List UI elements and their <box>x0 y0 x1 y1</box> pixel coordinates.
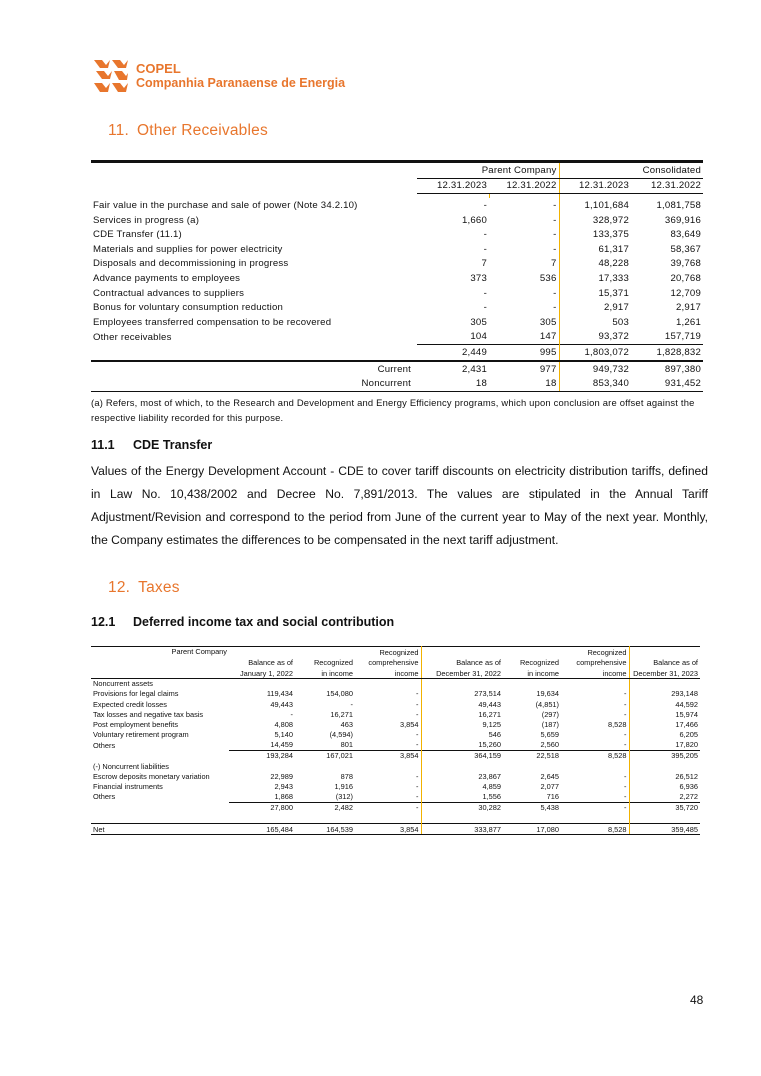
row-value: 17,820 <box>675 740 698 750</box>
row-value: 19,634 <box>536 689 559 699</box>
row-value: 49,443 <box>478 699 501 709</box>
row-value: 6,936 <box>679 782 698 792</box>
row-value: - <box>483 243 487 255</box>
row-value: - <box>355 709 421 719</box>
row-value: 5,140 <box>274 730 293 740</box>
row-label: Others <box>93 792 116 802</box>
row-value: 17,466 <box>675 719 698 729</box>
row-value: 801 <box>340 740 353 750</box>
row-value: 7 <box>481 258 487 270</box>
row-label: Disposals and decommissioning in progress <box>93 258 289 270</box>
row-value: 48,228 <box>598 258 629 270</box>
row-value: 2,943 <box>274 782 293 792</box>
section-number: 11. <box>108 122 129 139</box>
row-value: 26,512 <box>675 771 698 781</box>
table-row <box>91 689 700 699</box>
row-value: 273,514 <box>474 689 501 699</box>
section-title: Other Receivables <box>137 122 268 139</box>
logo-name: COPEL <box>136 61 181 76</box>
row-value: 119,434 <box>266 689 293 699</box>
noncurrent-liabilities-label-row: (-) Noncurrent liabilities <box>91 761 700 771</box>
row-value: 83,649 <box>670 229 701 241</box>
row-value: 2,272 <box>679 792 698 802</box>
date-header: 12.31.2022 <box>631 178 703 194</box>
row-value: 373 <box>470 272 487 284</box>
logo-subtitle: Companhia Paranaense de Energia <box>136 76 346 90</box>
table-row <box>91 213 703 228</box>
row-label: Advance payments to employees <box>93 272 241 284</box>
row-value: - <box>489 227 559 242</box>
table-row <box>91 699 700 709</box>
row-value: 15,974 <box>675 709 698 719</box>
row-value: 1,101,684 <box>584 199 629 211</box>
table-row <box>91 730 700 740</box>
section-11-heading <box>108 122 268 140</box>
row-value: 1,660 <box>461 214 487 226</box>
row-value: 305 <box>470 316 487 328</box>
row-label: Post employment benefits <box>93 719 179 729</box>
row-label: Others <box>93 740 116 750</box>
row-value: - <box>561 689 629 699</box>
header-row-1: Parent Company Recognized Recognized <box>91 647 700 658</box>
table-row <box>91 242 703 257</box>
header-row-2: Balance as of Recognized comprehensive Balance as of Recognized comprehensive Balance as of <box>248 658 698 668</box>
row-value: 147 <box>489 330 559 345</box>
row-value: 49,443 <box>270 699 293 709</box>
row-value: 1,261 <box>675 316 701 328</box>
row-label: CDE Transfer (11.1) <box>93 229 182 241</box>
row-value: 1,081,758 <box>656 199 701 211</box>
row-value: 328,972 <box>592 214 629 226</box>
table-row <box>91 257 703 272</box>
row-value: - <box>355 699 421 709</box>
parent-company-header: Parent Company <box>417 162 559 179</box>
row-value: - <box>355 792 421 803</box>
row-value: 14,459 <box>270 740 293 750</box>
table-row <box>91 227 703 242</box>
row-value: 9,125 <box>482 719 501 729</box>
table-row <box>91 286 703 301</box>
table-date-row <box>91 178 703 194</box>
row-label: Fair value in the purchase and sale of power (Note 34.2.10) <box>93 199 358 211</box>
row-value: (187) <box>541 719 559 729</box>
row-value: 16,271 <box>330 709 353 719</box>
other-receivables-table <box>91 160 703 392</box>
row-value: 1,556 <box>482 792 501 802</box>
table-corner-label: Parent Company <box>91 647 229 658</box>
row-label: Tax losses and negative tax basis <box>93 709 204 719</box>
date-header: 12.31.2023 <box>559 178 631 194</box>
row-value: 15,260 <box>478 740 501 750</box>
row-value: - <box>483 199 487 211</box>
header-row-3: January 1, 2022 in income income December 31, 2022 in income income December 31, 2023 <box>91 667 700 678</box>
row-value: 2,077 <box>540 782 559 792</box>
row-label: Bonus for voluntary consumption reduction <box>93 302 284 314</box>
row-value: - <box>561 740 629 751</box>
table-row <box>91 198 703 213</box>
row-value: (4,594) <box>329 730 353 740</box>
table-row <box>91 719 700 729</box>
row-value: - <box>483 287 487 299</box>
row-value: 16,271 <box>478 709 501 719</box>
row-value: - <box>355 771 421 781</box>
row-value: 22,989 <box>270 771 293 781</box>
row-value: - <box>561 792 629 803</box>
date-header: 12.31.2022 <box>489 178 559 194</box>
row-value: - <box>561 730 629 740</box>
row-value: 4,859 <box>482 782 501 792</box>
assets-total-row: 193,284 167,021 3,854 364,159 22,518 8,528 395,205 <box>91 750 700 761</box>
row-value: - <box>350 699 353 709</box>
row-value: 39,768 <box>670 258 701 270</box>
row-value: (312) <box>335 792 353 802</box>
row-label: Services in progress (a) <box>93 214 200 226</box>
row-value: 716 <box>546 792 559 802</box>
row-value: 7 <box>489 257 559 272</box>
noncurrent-assets-label-row: Noncurrent assets <box>91 678 700 689</box>
row-value: 305 <box>489 315 559 330</box>
row-value: - <box>483 302 487 314</box>
row-label: Other receivables <box>93 331 172 343</box>
row-label: Employees transferred compensation to be recovered <box>93 316 332 328</box>
section-11-1-heading: 11.1 CDE Transfer <box>91 438 213 452</box>
net-row: Net 165,484 164,539 3,854 333,877 17,080 8,528 359,485 <box>93 824 698 834</box>
row-value: 154,080 <box>326 689 353 699</box>
row-label: Provisions for legal claims <box>93 689 179 699</box>
table-row <box>91 781 700 791</box>
row-value: 23,867 <box>478 771 501 781</box>
cde-transfer-paragraph: Values of the Energy Development Account - CDE to cover tariff discounts on electricity distribution tariffs, defined in Law No. 10,438/2002 and Decree No. 7,891/2013. The values are stipulated in the Annual Tariff Adjustment/Revision and correspond to the period from June of the current year to May of the next year. Monthly, the Company estimates the differences to be compensated in the next tariff adjustment. <box>91 464 708 547</box>
liabilities-total-row: 27,800 2,482 - 30,282 5,438 - 35,720 <box>91 802 700 813</box>
row-value: - <box>489 242 559 257</box>
row-value: 4,808 <box>274 719 293 729</box>
row-value: - <box>489 286 559 301</box>
row-value: 3,854 <box>355 719 421 729</box>
table-row <box>91 740 700 751</box>
row-value: (4,851) <box>535 699 559 709</box>
page-number: 48 <box>690 993 704 1007</box>
total-row: 2,449 995 1,803,072 1,828,832 <box>91 345 703 361</box>
noncurrent-row: Noncurrent 18 18 853,340 931,452 <box>91 376 703 391</box>
row-label: Escrow deposits monetary variation <box>93 771 210 781</box>
row-value: - <box>489 300 559 315</box>
row-label: Materials and supplies for power electricity <box>93 243 283 255</box>
company-logo <box>93 59 345 93</box>
row-value: 15,371 <box>598 287 629 299</box>
row-value: - <box>355 730 421 740</box>
row-value: 133,375 <box>592 229 629 241</box>
row-value: 369,916 <box>664 214 701 226</box>
copel-logo-icon <box>93 59 129 93</box>
row-value: 2,917 <box>675 302 701 314</box>
row-value: 12,709 <box>670 287 701 299</box>
row-value: 536 <box>489 271 559 286</box>
current-row: Current 2,431 977 949,732 897,380 <box>91 361 703 377</box>
row-value: 44,592 <box>675 699 698 709</box>
row-value: - <box>489 198 559 213</box>
row-value: - <box>355 689 421 699</box>
row-value: 157,719 <box>664 331 701 343</box>
row-value: 1,916 <box>334 782 353 792</box>
row-value: 93,372 <box>598 331 629 343</box>
row-value: 61,317 <box>598 243 629 255</box>
row-value: 293,148 <box>671 689 698 699</box>
table-header-row <box>91 162 703 179</box>
row-value: 2,917 <box>603 302 629 314</box>
row-value: 2,560 <box>540 740 559 750</box>
row-value: - <box>561 699 629 709</box>
row-value: 1,868 <box>274 792 293 802</box>
date-header: 12.31.2023 <box>417 178 489 194</box>
row-value: - <box>290 709 293 719</box>
row-value: 546 <box>488 730 501 740</box>
row-value: - <box>489 213 559 228</box>
section-12-heading: 12. Taxes <box>108 579 180 596</box>
row-value: 17,333 <box>598 272 629 284</box>
row-value: (297) <box>541 709 559 719</box>
row-value: 58,367 <box>670 243 701 255</box>
row-value: - <box>561 771 629 781</box>
row-label: Voluntary retirement program <box>93 730 189 740</box>
row-value: - <box>355 781 421 791</box>
deferred-tax-table <box>91 646 700 835</box>
row-value: - <box>561 709 629 719</box>
row-value: - <box>561 781 629 791</box>
row-value: 463 <box>340 719 353 729</box>
row-label: Contractual advances to suppliers <box>93 287 245 299</box>
row-value: 2,645 <box>540 771 559 781</box>
row-value: - <box>483 229 487 241</box>
table-row <box>91 271 703 286</box>
row-value: 6,205 <box>679 730 698 740</box>
table-row <box>91 771 700 781</box>
row-value: 8,528 <box>561 719 629 729</box>
row-value: 878 <box>340 771 353 781</box>
row-value: - <box>355 740 421 751</box>
footnote-a: (a) Refers, most of which, to the Research and Development and Energy Efficiency programs, which upon conclusion are offset against the respective liability recorded for this purpose. <box>91 397 695 423</box>
consolidated-header: Consolidated <box>559 162 703 179</box>
row-value: 503 <box>612 316 629 328</box>
section-12-1-heading: 12.1 Deferred income tax and social contribution <box>91 615 395 629</box>
row-value: 5,659 <box>540 730 559 740</box>
row-value: 20,768 <box>670 272 701 284</box>
row-label: Expected credit losses <box>93 699 167 709</box>
table-row <box>91 315 703 330</box>
row-value: 104 <box>470 331 487 343</box>
table-row <box>91 792 700 803</box>
row-label: Financial instruments <box>93 782 163 792</box>
table-row <box>91 330 703 345</box>
table-row <box>91 709 700 719</box>
table-row <box>91 300 703 315</box>
